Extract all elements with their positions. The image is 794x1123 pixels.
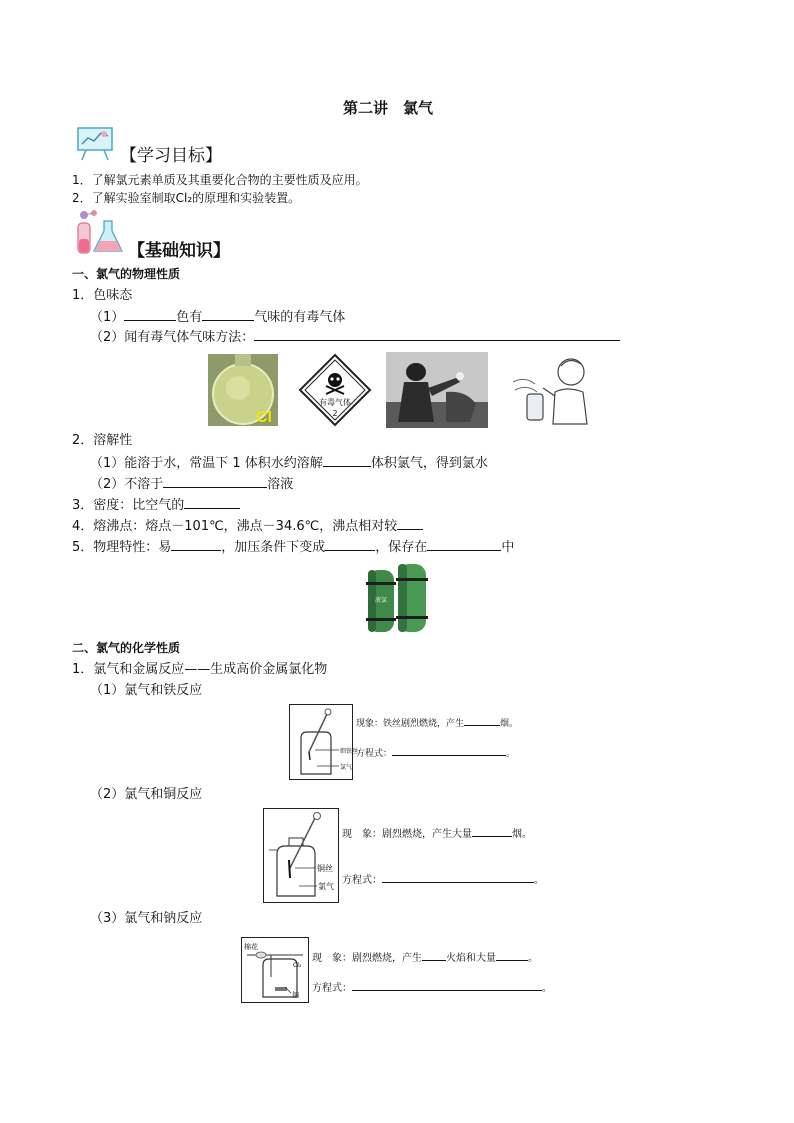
cu-wire-caption: 铜丝 xyxy=(317,864,333,873)
answer-blank[interactable] xyxy=(352,980,542,991)
part1-heading: 一、氯气的物理性质 xyxy=(72,267,181,281)
sign-text: 有毒气体 xyxy=(319,398,351,407)
q1-line1-mid: 色有 xyxy=(176,310,203,325)
q1-line2 xyxy=(90,327,620,347)
flask-label: Cl xyxy=(256,409,272,426)
na-sodium-caption: 钠 xyxy=(292,991,299,999)
answer-blank[interactable] xyxy=(496,950,528,961)
q2-label: 2．溶解性 xyxy=(72,433,133,448)
fe-equation xyxy=(356,746,515,760)
na-equation xyxy=(312,980,552,995)
answer-blank[interactable] xyxy=(392,746,506,756)
cu-phen-a: 现 象：剧烈燃烧，产生大量 xyxy=(342,829,472,840)
fe-phen-b: 烟。 xyxy=(500,719,519,729)
q1-label: 1．色味态 xyxy=(72,288,133,303)
toxic-gas-sign xyxy=(299,354,371,426)
q1-line1-prefix: （1） xyxy=(90,310,125,325)
q4-text: 4．熔沸点：熔点－101℃，沸点－34.6℃，沸点相对较 xyxy=(72,519,398,534)
answer-blank[interactable] xyxy=(427,537,501,551)
part2-heading: 二、氯气的化学性质 xyxy=(72,641,181,655)
na-label: （3）氯气和钠反应 xyxy=(90,911,203,926)
fe-phenomenon xyxy=(356,716,518,730)
na-phenomenon xyxy=(312,950,538,965)
answer-blank[interactable] xyxy=(397,516,423,530)
fe-gas-caption: 氯气 xyxy=(340,764,353,771)
answer-blank[interactable] xyxy=(184,495,240,509)
na-eq-label: 方程式： xyxy=(312,983,352,994)
answer-blank[interactable] xyxy=(422,950,446,961)
fe-eq-label: 方程式： xyxy=(356,749,393,759)
answer-blank[interactable] xyxy=(254,327,620,341)
na-cotton-caption: 棉花 xyxy=(244,943,258,951)
answer-blank[interactable] xyxy=(202,307,254,321)
fe-eq-end: 。 xyxy=(506,749,516,759)
cu-gas-caption: 氯气 xyxy=(318,882,334,891)
skull-icon xyxy=(328,373,342,387)
q3-line xyxy=(72,495,240,515)
q1-line1 xyxy=(90,307,345,327)
fe-label: （1）氯气和铁反应 xyxy=(90,683,203,698)
q4-line xyxy=(72,516,423,536)
q2-line1 xyxy=(90,453,488,473)
page-title: 第二讲 氯气 xyxy=(343,99,434,117)
answer-blank[interactable] xyxy=(325,537,375,551)
na-phen-b: 火焰和大量 xyxy=(446,953,496,964)
answer-blank[interactable] xyxy=(163,474,267,488)
na-phen-a: 现 象：剧烈燃烧，产生 xyxy=(312,953,422,964)
answer-blank[interactable] xyxy=(472,826,512,837)
waft-smell-illustration xyxy=(505,352,597,428)
q5-text-d: 中 xyxy=(501,540,515,555)
whiteboard-icon xyxy=(74,124,118,162)
basics-header: 【基础知识】 xyxy=(128,241,230,261)
answer-blank[interactable] xyxy=(124,307,176,321)
gas-attack-photo xyxy=(386,352,488,428)
cu-eq-label: 方程式： xyxy=(342,875,382,886)
na-eq-end: 。 xyxy=(542,983,552,994)
q2-line2 xyxy=(90,474,293,494)
objective-item-1: 1．了解氯元素单质及其重要化合物的主要性质及应用。 xyxy=(72,173,368,187)
copper-reaction-apparatus xyxy=(263,808,339,903)
answer-blank[interactable] xyxy=(464,716,500,726)
cu-eq-end: 。 xyxy=(534,875,544,886)
q5-text-c: ，保存在 xyxy=(375,540,428,555)
chlorine-flask-photo xyxy=(208,354,278,426)
cu-label: （2）氯气和铜反应 xyxy=(90,787,203,802)
q2-line1-suffix: 体积氯气，得到氯水 xyxy=(370,456,488,471)
fe-phen-a: 现象：铁丝剧烈燃烧，产生 xyxy=(356,719,465,729)
objectives-header: 【学习目标】 xyxy=(120,146,222,166)
cu-phen-b: 烟。 xyxy=(512,829,532,840)
cu-phenomenon xyxy=(342,826,532,841)
sodium-reaction-apparatus xyxy=(241,937,309,1003)
fe-wire-caption: 细铁丝 xyxy=(340,748,359,755)
q5-text-b: ，加压条件下变成 xyxy=(221,540,326,555)
q1-line2-text: （2）闻有毒气体气味方法： xyxy=(90,330,255,345)
q2-line2-prefix: （2）不溶于 xyxy=(90,477,164,492)
q5-line xyxy=(72,537,514,557)
na-cl2-caption: Cl₂ xyxy=(293,962,302,969)
na-phen-c: 。 xyxy=(528,953,538,964)
part2-q1: 1．氯气和金属反应——生成高价金属氯化物 xyxy=(72,662,328,677)
cu-equation xyxy=(342,872,544,887)
iron-reaction-apparatus xyxy=(289,704,359,780)
objective-item-2: 2．了解实验室制取Cl₂的原理和实验装置。 xyxy=(72,191,301,205)
cylinder-label: 液氯 xyxy=(374,597,388,604)
lab-flask-icon xyxy=(70,207,126,257)
q1-line1-suffix: 气味的有毒气体 xyxy=(254,310,346,325)
sign-number: 2 xyxy=(332,409,338,418)
q2-line1-prefix: （1）能溶于水，常温下 1 体积水约溶解 xyxy=(90,456,323,471)
q3-text: 3．密度：比空气的 xyxy=(72,498,185,513)
answer-blank[interactable] xyxy=(171,537,221,551)
q2-line2-suffix: 溶液 xyxy=(267,477,294,492)
answer-blank[interactable] xyxy=(382,872,534,883)
chlorine-cylinders xyxy=(364,560,430,634)
q5-text-a: 5．物理特性：易 xyxy=(72,540,172,555)
answer-blank[interactable] xyxy=(323,453,371,467)
